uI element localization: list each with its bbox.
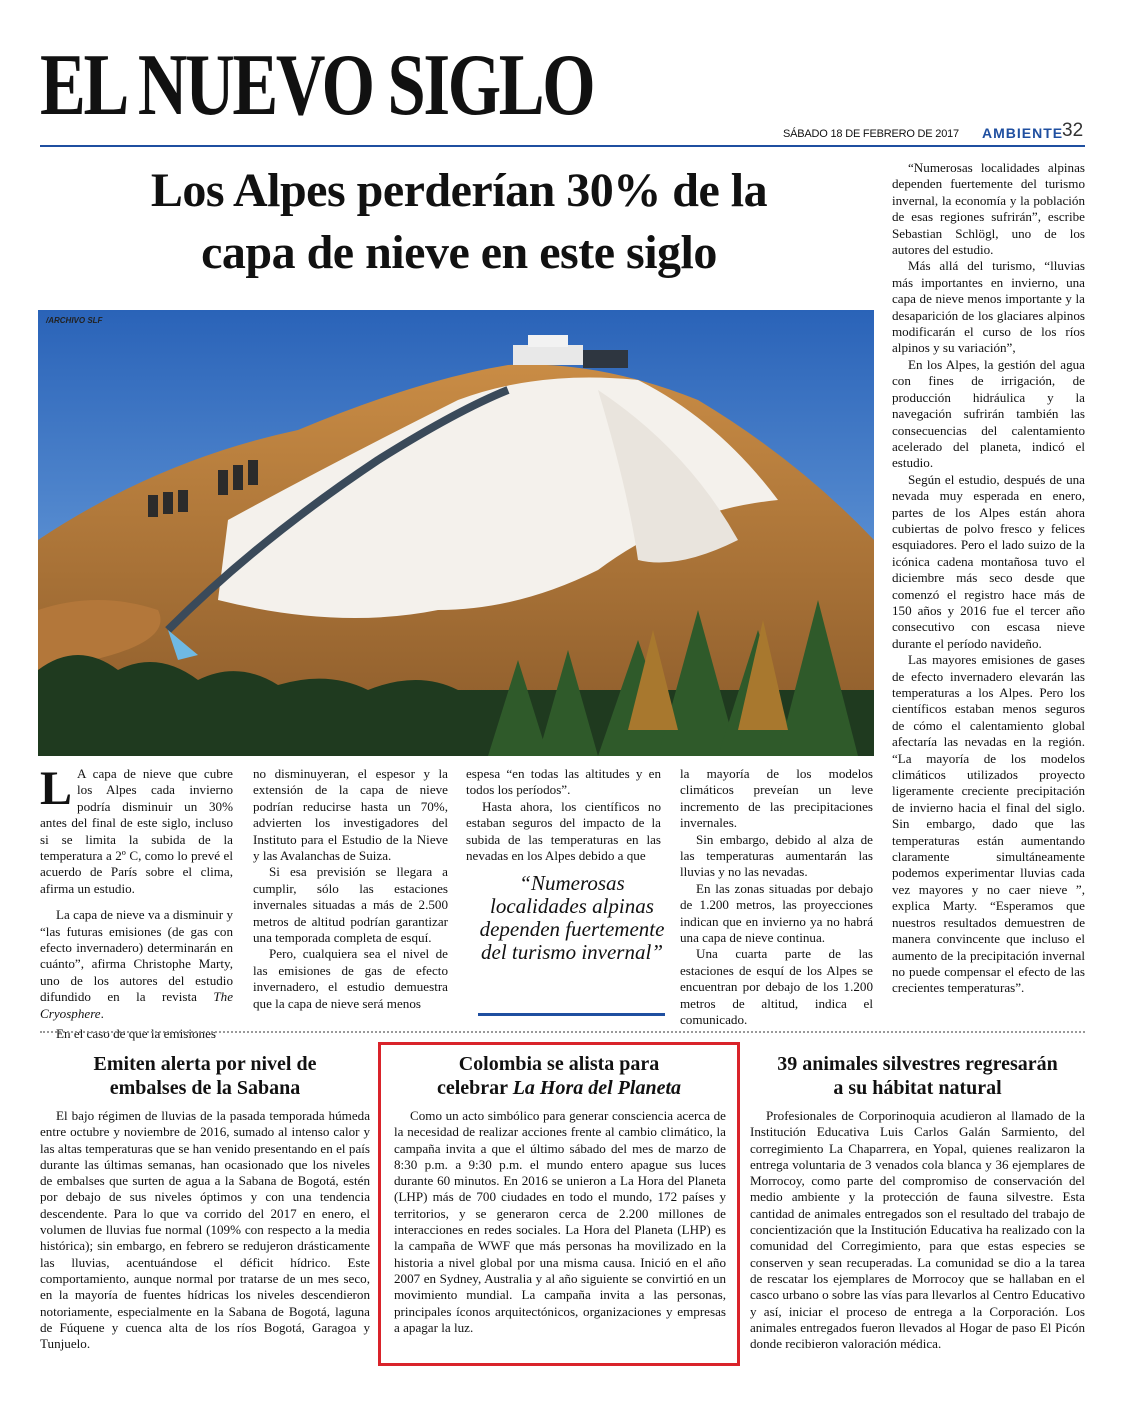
col5-paragraph-4: Según el estudio, después de una nevada muy esperada en enero, partes de los Alpes están ahora cubiertas de polvo fresco y felices esquiadores. Pero el lado suizo de la icónica cadena montañosa tuvo el diciembre más seco desde que comenzó el registro hace más de 150 años y 2016 fue el tercer año consecutivo con escasa nieve durante el período navideño. [892,471,1085,651]
article-column-4 [680,766,873,1029]
col2-paragraph-3: Pero, cualquiera sea el nivel de las emisiones de gas de efecto invernadero, el estudio demuestra que la capa de nieve será menos [253,946,448,1011]
article-column-1 [40,762,233,1043]
article-column-2 [253,766,448,1012]
col2-paragraph-1: no disminuyeran, el espesor y la extensión de la capa de nieve podrían reducirse hasta un 70%, advierten los investigadores del Instituto para el Estudio de la Nieve y las Avalanchas de Suiza. [253,766,448,864]
photo-credit: /ARCHIVO SLF [46,316,103,325]
brief-center-headline-line2: celebrar [436,1077,513,1099]
pull-quote-rule [478,1013,665,1016]
col3-paragraph-2: Hasta ahora, los científicos no estaban seguros del impacto de la subida de las temperaturas en las nevadas en los Alpes debido a que [466,798,661,864]
col5-paragraph-1: “Numerosas localidades alpinas dependen fuertemente del turismo invernal, la economía y la población de esas regiones sufrirán”, escribe Sebastian Schlögl, uno de los autores del estudio. [892,160,1085,258]
alps-photo-illustration [38,310,874,756]
brief-left-headline [40,1052,370,1100]
alps-photo [38,310,874,756]
masthead-logo: EL NUEVO SIGLO [40,37,594,134]
brief-right-headline-line1: 39 animales silvestres regresarán [777,1053,1058,1075]
col4-paragraph-1: la mayoría de los modelos climáticos preveían un leve incremento de las precipitaciones invernales. [680,766,873,831]
section-label: AMBIENTE [982,125,1064,141]
col3-paragraph-1: espesa “en todas las altitudes y en todos los períodos”. [466,766,661,798]
col1-paragraph-2-end: . [100,1005,104,1021]
brief-right-headline-line2: a su hábitat natural [833,1077,1002,1099]
top-rule [40,145,1085,147]
brief-right-body [750,1108,1085,1352]
brief-center-headline-campaign: La Hora del Planeta [512,1077,682,1099]
journal-name: The Cryosphere [40,989,233,1021]
dateline: SÁBADO 18 DE FEBRERO DE 2017 [783,128,959,140]
brief-left-paragraph: El bajo régimen de lluvias de la pasada temporada húmeda entre octubre y noviembre de 2016, sumado al intenso calor y las altas temperaturas que se han venido presentando en el país durante las últimas semanas, han ocasionado que los niveles de embalses que surten de agua a la Sabana de Bogotá, estén por debajo de sus niveles óptimos y con una tendencia descendente. Para lo que va corrido del 2017 en enero, el volumen de lluvias fue normal (109% con respecto a la media histórica); sin embargo, en febrero se redujeron drásticamente las lluvias, acentuándose el déficit hídrico. Este comportamiento, aunque normal por tratarse de un mes seco, en la mayoría de fuentes hídricas los niveles descendieron notoriamente, especialmente en la Sabana de Bogotá, laguna de Fúquene y cuenca alta de los ríos Bogotá, Garagoa y Tunjuelo. [40,1108,370,1352]
col1-paragraph-1: A capa de nieve que cubre los Alpes cada invierno podría disminuir un 30% antes del final de este siglo, incluso si se limita la subida de la temperatura a 2º C, como lo prevé el acuerdo de París sobre el clima, afirma un estudio. [40,766,233,896]
pull-quote: “Numerosas localidades alpinas dependen fuertemente del turismo invernal” [479,871,665,964]
brief-right-paragraph: Profesionales de Corporinoquia acudieron al llamado de la Institución Educativa Luis Carlos Galán Sarmiento, del corregimiento La Chaparrera, en Yopal, quienes realizaron la entrega voluntaria de 3 venados cola blanca y 36 ejemplares de Morrocoy, como parte del compromiso de conservación del medio ambiente y la protección de fauna silvestre. Esta cantidad de animales entregados son el resultado del trabajo de concientización que la Institución Educativa ha realizado con la comunidad del Corregimiento, para que estas especies se conserven y sean recuperadas. La comunidad se dio a la tarea de rescatar los ejemplares de Morrocoy que se hallaban en el casco urbano o sobre las vías para llevarlos al Centro Educativo y así, iniciar el proceso de entrega a la Corporación. Los animales entregados fueron llevados al Hogar de paso El Picón donde recibieron valoración médica. [750,1108,1085,1352]
page-number: 32 [1062,120,1084,141]
col1-paragraph-3: En el caso de que la emisiones [56,1026,216,1042]
col2-paragraph-2: Si esa previsión se llegara a cumplir, sólo las estaciones invernales situadas a más de 2.500 metros de altitud podrían garantizar una temporada completa de esquí. [253,864,448,946]
brief-right-headline [750,1052,1085,1100]
col5-paragraph-3: En los Alpes, la gestión del agua con fines de irrigación, de producción hidráulica y la navegación sufrirán también las consecuencias del calentamiento acelerado del planeta, indicó el estudio. [892,356,1085,471]
article-column-5 [892,160,1085,997]
brief-center-paragraph: Como un acto simbólico para generar consciencia acerca de la necesidad de realizar acciones frente al cambio climático, la campaña invita a que el último sábado del mes de marzo de 8:30 p.m. a 9:30 p.m. el mundo entero apague sus luces durante 60 minutos. En 2016 se unieron a La Hora del Planeta (LHP) más de 700 ciudades en todo el mundo, 172 países y territorios, y se generaron cerca de 2.200 millones de interacciones en redes sociales. La Hora del Planeta (LHP) es la campaña de WWF que más personas ha movilizado en la historia a nivel global por una misma causa. Inició en el año 2007 en Sydney, Australia y al año siguiente se convirtió en un movimiento mundial. La campaña invita a las personas, principales íconos arquitectónicos, organizaciones y empresas a apagar la luz. [394,1108,726,1335]
col4-paragraph-4: Una cuarta parte de las estaciones de esquí de los Alpes se encuentran por debajo de los 1.200 metros de altitud, indica el comunicado. [680,946,873,1028]
brief-left-headline-line1: Emiten alerta por nivel de [93,1053,317,1075]
brief-left-body [40,1108,370,1352]
col4-paragraph-3: En las zonas situadas por debajo de 1.200 metros, las proyecciones indican que en invierno ya no habrá una capa de nieve continua. [680,880,873,946]
brief-left-headline-line2: embalses de la Sabana [109,1077,301,1099]
article-column-3 [466,766,661,864]
col5-paragraph-2: Más allá del turismo, “lluvias más importantes en invierno, una capa de nieve menos importante y la desaparición de los glaciares alpinos modificarán el curso de los ríos alpinos y su variación”, [892,258,1085,356]
col4-paragraph-2: Sin embargo, debido al alza de las temperaturas aumentarán las lluvias y no las nevadas. [680,831,873,880]
main-headline [40,160,878,284]
brief-center-body [394,1108,726,1336]
brief-center-headline [390,1052,728,1100]
main-headline-line2: capa de nieve en este siglo [201,226,717,279]
main-headline-line1: Los Alpes perderían 30% de la [150,164,768,217]
col5-paragraph-5: Las mayores emisiones de gases de efecto invernadero elevarán las temperaturas a los Alpes. Pero los científicos estaban menos seguros de cómo el calentamiento global afectaría las nevadas en la región. “La mayoría de los modelos climáticos utilizados proyecto ligeramente creciente precipitación de invierno hacia el final del siglo. Sin embargo, dado que las temperaturas están aumentando claramente simultáneamente podemos experimentar lluvias cada vez mayores y no caer nieve ”, explica Marty. “Esperamos que nuestros resultados demuestren de manera convincente que incluso el aumento de la precipitación invernal no puede compensar el efecto de las crecientes temperaturas”. [892,652,1085,996]
section-separator [40,1031,1085,1033]
dropcap: L [40,762,73,815]
brief-center-headline-line1: Colombia se alista para [458,1053,660,1075]
col1-paragraph-2: La capa de nieve va a disminuir y “las futuras emisiones (de gas con efecto invernadero) determinarán en cuánto”, afirma Christophe Marty, uno de los autores del estudio difundido en la revista [40,907,233,1005]
